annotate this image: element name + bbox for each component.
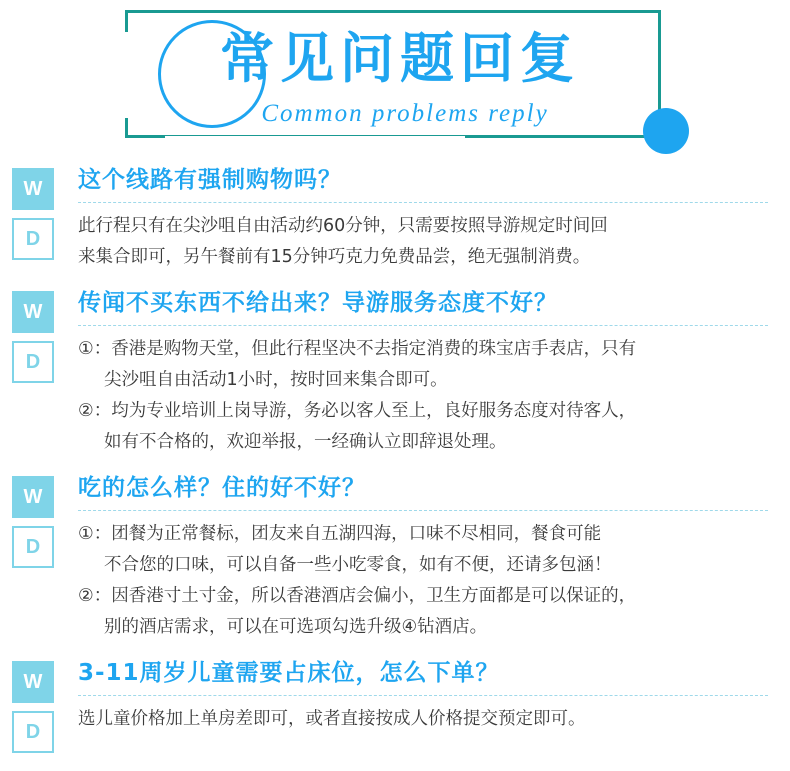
- faq-answer-line: ①：团餐为正常餐标，团友来自五湖四海，口味不尽相同，餐食可能: [78, 524, 602, 544]
- banner-subtitle: Common problems reply: [261, 100, 549, 127]
- answer-badge: D: [12, 526, 54, 568]
- faq-question: 这个线路有强制购物吗？: [78, 167, 342, 193]
- faq-answer-line: 不合您的口味，可以自备一些小吃零食，如有不便，还请多包涵！: [104, 555, 612, 575]
- page-banner: [125, 10, 665, 142]
- faq-badges: [12, 476, 54, 568]
- faq-item: [0, 657, 790, 743]
- faq-answer: [78, 211, 790, 273]
- faq-answer-line: 别的酒店需求，可以在可选项勾选升级④钻酒店。: [104, 617, 488, 637]
- faq-badges: [12, 291, 54, 383]
- faq-badges: [12, 168, 54, 260]
- faq-divider: [78, 325, 768, 326]
- faq-divider: [78, 202, 768, 203]
- faq-list: [0, 164, 790, 743]
- faq-item: [0, 472, 790, 643]
- banner-frame-gap-bottom: [165, 136, 465, 146]
- faq-divider: [78, 510, 768, 511]
- faq-question: 吃的怎么样？住的好不好？: [78, 475, 366, 501]
- faq-answer-line: ②：均为专业培训上岗导游，务必以客人至上，良好服务态度对待客人，: [78, 401, 637, 421]
- faq-badges: [12, 661, 54, 753]
- faq-answer-line: ②：因香港寸土寸金，所以香港酒店会偏小，卫生方面都是可以保证的，: [78, 586, 637, 606]
- faq-item: [0, 287, 790, 458]
- banner-title: 常见问题回复: [220, 27, 580, 90]
- question-badge: W: [12, 661, 54, 703]
- faq-question: 传闻不买东西不给出来？导游服务态度不好？: [78, 290, 558, 316]
- faq-answer-line: 来集合即可，另午餐前有15分钟巧克力免费品尝，绝无强制消费。: [78, 247, 591, 267]
- answer-badge: D: [12, 711, 54, 753]
- faq-answer-line: ①：香港是购物天堂，但此行程坚决不去指定消费的珠宝店手表店，只有: [78, 339, 637, 359]
- faq-answer: [78, 334, 790, 458]
- faq-answer-line: 此行程只有在尖沙咀自由活动约60分钟，只需要按照导游规定时间回: [78, 216, 608, 236]
- banner-frame-gap-left: [121, 32, 131, 118]
- question-badge: W: [12, 168, 54, 210]
- faq-answer-line: 尖沙咀自由活动1小时，按时回来集合即可。: [104, 370, 448, 390]
- faq-answer: [78, 519, 790, 643]
- faq-answer-line: 选儿童价格加上单房差即可，或者直接按成人价格提交预定即可。: [78, 709, 586, 729]
- answer-badge: D: [12, 218, 54, 260]
- question-badge: W: [12, 291, 54, 333]
- faq-item: [0, 164, 790, 273]
- faq-answer: [78, 704, 790, 735]
- answer-badge: D: [12, 341, 54, 383]
- faq-question: 3-11周岁儿童需要占床位，怎么下单？: [78, 660, 500, 686]
- faq-answer-line: 如有不合格的，欢迎举报，一经确认立即辞退处理。: [104, 432, 507, 452]
- banner-dot-decoration: [643, 108, 689, 154]
- faq-divider: [78, 695, 768, 696]
- question-badge: W: [12, 476, 54, 518]
